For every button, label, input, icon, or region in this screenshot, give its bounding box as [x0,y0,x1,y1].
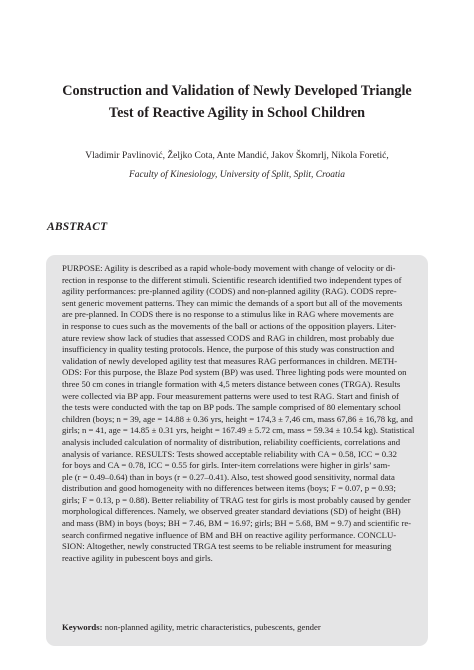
abstract-line: insufficiency in quality testing protocols. Hence, the purpose of this study was construction and [62,344,395,355]
abstract-line: ODS: For this purpose, the Blaze Pod system (BP) was used. Three lighting pods were mounted on [62,367,407,378]
abstract-heading: ABSTRACT [47,221,108,233]
keywords-label: Keywords: [62,622,103,632]
abstract-line: analysis included calculation of normality of distribution, reliability coefficients, correlations and [62,436,401,447]
author-list: Vladimir Pavlinović, Željko Cota, Ante Mandić, Jakov Škomrlj, Nikola Foretić, [85,151,389,161]
abstract-line: are pre-planned. In CODS there is no response to a stimulus like in RAG where movements are [62,309,394,320]
abstract-body [62,263,414,564]
affiliation: Faculty of Kinesiology, University of Split, Split, Croatia [128,170,346,180]
abstract-line: validation of newly developed agility test that measures RAG performances in children. METH- [62,355,398,366]
abstract-line: ature review show lack of studies that assessed CODS and RAG in children, most probably due [62,332,394,343]
abstract-line: three 50 cm cones in triangle formation with 4,5 meters distance between cones (TRGA). Results [62,378,401,389]
abstract-line: in response to cues such as the movements of the ball or actions of the opposition players. Liter- [62,320,397,331]
abstract-line: search confirmed negative influence of BM and BH on reactive agility performance. CONCLU- [62,529,397,540]
abstract-line: children (boys; n = 39, age = 14.88 ± 0.36 yrs, height = 174,3 ± 7,46 cm, mass 67,86 ± 16,78 kg, and [62,413,413,424]
title-line: Test of Reactive Agility in School Children [108,105,366,121]
abstract-line: SION: Altogether, newly constructed TRGA test seems to be reliable instrument for measuring [62,541,392,552]
abstract-line: ple (r = 0.49–0.64) than in boys (r = 0.27–0.41). Also, test showed good sensitivity, normal data [62,471,395,482]
abstract-line: the tests were conducted with the tap on BP pods. The sample comprised of 80 elementary school [62,402,401,413]
abstract-line: girls; F = 0.13, p = 0.88). Better reliability of TRAG test for girls is most probably caused by gender [62,494,411,505]
abstract-line: sent generic movement patterns. They can mimic the demands of a sport but all of the movements [62,297,403,308]
keywords-text: non-planned agility, metric characteristics, pubescents, gender [102,622,321,632]
abstract-line: girls; n = 41, age = 14.85 ± 0.31 yrs, height = 167.49 ± 5.72 cm, mass = 59.34 ± 10.54 kg). Statistical [62,425,414,436]
abstract-line: morphological differences. Namely, we observed greater standard deviations (SD) of height (BH) [62,506,401,517]
abstract-line: reactive agility in pubescent boys and girls. [62,552,213,563]
abstract-line: rection in response to the different stimuli. Scientific research identified two independent types of [62,274,402,285]
paper-title [0,80,474,124]
title-line: Construction and Validation of Newly Developed Triangle [62,83,412,99]
abstract-line: and mass (BM) in boys (boys; BH = 7.46, BM = 16.97; girls; BH = 5.68, BM = 9.7) and scientific re- [62,518,412,529]
abstract-line: were collected via BP app. Four measurement patterns were used to test RAG. Start and finish of [62,390,399,401]
abstract-line: distribution and good homogeneity with no differences between items (boys; F = 0.07, p = 0.93; [62,483,396,494]
abstract-line: analysis of variance. RESULTS: Tests showed acceptable reliability with CA = 0.58, ICC = 0.32 [62,448,397,459]
abstract-line: agility performances: pre-planned agility (CODS) and non-planned agility (RAG). CODS repre- [62,286,397,297]
abstract-line: PURPOSE: Agility is described as a rapid whole-body movement with change of velocity or di- [62,263,396,273]
keywords [62,622,414,634]
abstract-line: for boys and CA = 0.78, ICC = 0.55 for girls. Inter-item correlations were higher in girls’ sam- [62,460,391,471]
